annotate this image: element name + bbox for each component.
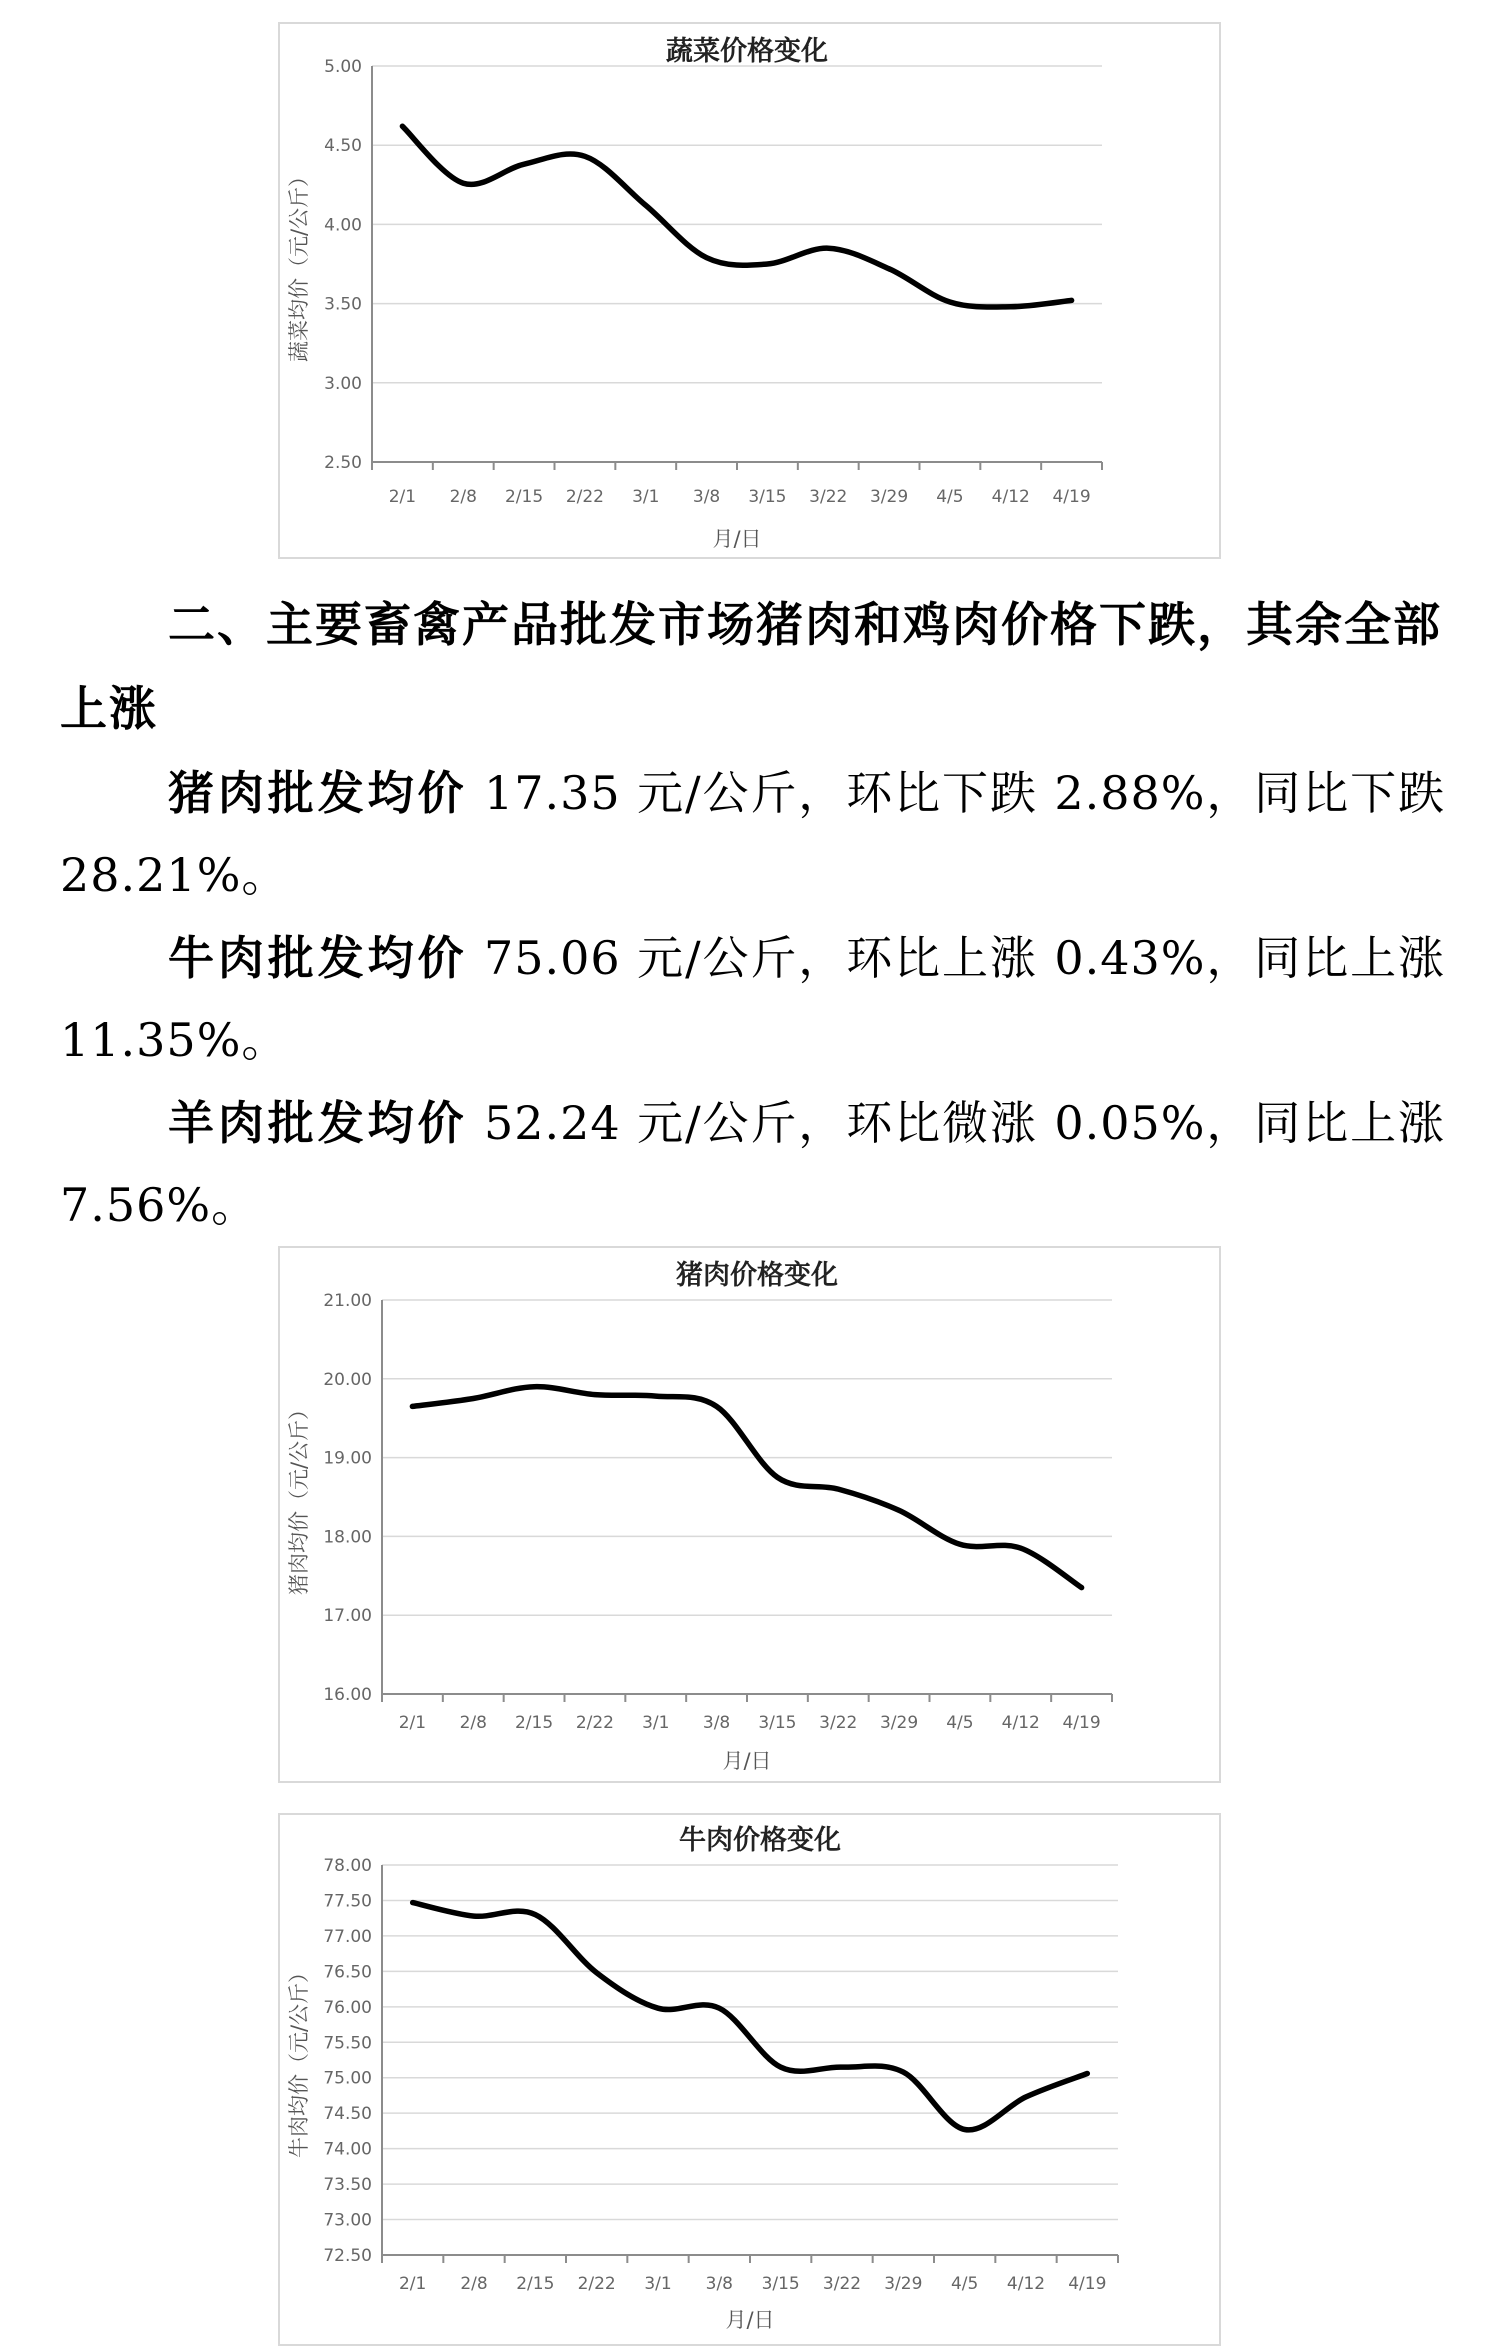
y-tick-label: 75.00 [323, 2068, 372, 2089]
y-tick-label: 17.00 [323, 1606, 372, 1627]
x-tick-label: 3/15 [748, 487, 787, 507]
x-tick-label: 3/1 [632, 487, 660, 507]
beef-paragraph-text: 75.06 元/公斤，环比上涨 0.43%，同比上涨 11.35%。 [60, 931, 1446, 1067]
x-tick-label: 4/5 [946, 1713, 974, 1733]
x-tick-label: 4/19 [1062, 1713, 1101, 1733]
mutton-price-paragraph [60, 1082, 1445, 1246]
pork-paragraph-lead: 猪肉批发均价 [168, 766, 468, 820]
vegetable-price-chart-svg [280, 24, 1219, 557]
y-tick-label: 4.00 [324, 215, 362, 236]
x-tick-label: 4/12 [1001, 1713, 1040, 1733]
y-tick-label: 78.00 [323, 1856, 372, 1876]
x-tick-label: 3/22 [809, 487, 848, 507]
y-axis-title: 牛肉均价（元/公斤） [287, 1961, 311, 2159]
y-tick-label: 4.50 [324, 136, 362, 157]
vegetable-price-chart [278, 22, 1221, 559]
beef-paragraph-lead: 牛肉批发均价 [168, 931, 468, 985]
x-tick-label: 4/12 [1006, 2274, 1046, 2294]
x-tick-label: 3/1 [642, 1713, 670, 1733]
x-tick-label: 2/22 [565, 487, 605, 507]
y-axis-title: 猪肉均价（元/公斤） [287, 1398, 311, 1596]
beef-price-paragraph [60, 917, 1445, 1081]
mutton-paragraph-text: 52.24 元/公斤，环比微涨 0.05%，同比上涨 7.56%。 [60, 1096, 1446, 1232]
x-tick-label: 4/5 [950, 2274, 979, 2294]
section-heading: 二、主要畜禽产品批发市场猪肉和鸡肉价格下跌，其余全部上涨 [60, 598, 1442, 737]
y-tick-label: 3.00 [324, 373, 362, 394]
x-tick-label: 3/8 [705, 2274, 734, 2294]
x-tick-label: 3/29 [884, 2274, 923, 2294]
series-line [402, 126, 1071, 307]
y-tick-label: 77.50 [323, 1891, 372, 1912]
x-tick-label: 2/15 [514, 1713, 554, 1733]
y-tick-label: 76.00 [323, 1997, 372, 2018]
y-tick-label: 19.00 [323, 1448, 372, 1469]
x-tick-label: 2/8 [459, 1713, 487, 1733]
chart-title: 牛肉价格变化 [679, 1825, 841, 1856]
y-tick-label: 20.00 [323, 1369, 372, 1390]
x-tick-label: 2/1 [398, 1713, 427, 1733]
y-tick-label: 75.50 [323, 2033, 372, 2054]
x-axis-title: 月/日 [725, 2308, 775, 2332]
y-tick-label: 73.50 [323, 2175, 372, 2196]
x-tick-label: 3/8 [702, 1713, 731, 1733]
x-tick-label: 2/15 [504, 487, 544, 507]
x-tick-label: 2/8 [460, 2274, 488, 2294]
x-tick-label: 2/15 [516, 2274, 555, 2294]
series-line [412, 1387, 1081, 1588]
x-tick-label: 3/29 [869, 487, 909, 507]
x-tick-label: 2/1 [388, 487, 417, 507]
x-tick-label: 3/22 [822, 2274, 862, 2294]
x-tick-label: 4/12 [991, 487, 1030, 507]
y-tick-label: 16.00 [323, 1685, 372, 1705]
y-tick-label: 3.50 [324, 294, 362, 315]
x-tick-label: 2/1 [398, 2274, 427, 2294]
y-tick-label: 2.50 [324, 453, 362, 473]
beef-price-chart-svg [280, 1815, 1219, 2344]
pork-paragraph-text: 17.35 元/公斤，环比下跌 2.88%，同比下跌 28.21%。 [60, 766, 1446, 902]
chart-title: 猪肉价格变化 [676, 1260, 838, 1291]
y-tick-label: 76.50 [323, 1962, 372, 1983]
x-axis-title: 月/日 [722, 1749, 772, 1773]
x-tick-label: 2/22 [575, 1713, 615, 1733]
pork-price-chart-svg [280, 1248, 1219, 1781]
x-tick-label: 4/5 [936, 487, 964, 507]
y-tick-label: 74.50 [323, 2104, 372, 2125]
x-tick-label: 3/29 [879, 1713, 919, 1733]
x-axis-title: 月/日 [712, 527, 762, 551]
y-axis-title: 蔬菜均价（元/公斤） [287, 165, 311, 363]
y-tick-label: 21.00 [323, 1291, 372, 1311]
x-tick-label: 3/15 [758, 1713, 797, 1733]
y-tick-label: 74.00 [323, 2139, 372, 2160]
y-tick-label: 5.00 [324, 57, 362, 77]
x-tick-label: 3/1 [644, 2274, 672, 2294]
x-tick-label: 4/19 [1068, 2274, 1107, 2294]
mutton-paragraph-lead: 羊肉批发均价 [168, 1096, 468, 1150]
y-tick-label: 77.00 [323, 1926, 372, 1947]
y-tick-label: 72.50 [323, 2246, 372, 2266]
pork-price-paragraph [60, 752, 1445, 916]
beef-price-chart [278, 1813, 1221, 2346]
y-tick-label: 73.00 [323, 2210, 372, 2231]
x-tick-label: 2/8 [449, 487, 477, 507]
pork-price-chart [278, 1246, 1221, 1783]
x-tick-label: 3/22 [819, 1713, 858, 1733]
x-tick-label: 4/19 [1052, 487, 1091, 507]
x-tick-label: 3/15 [761, 2274, 800, 2294]
series-line [413, 1903, 1088, 2130]
x-tick-label: 2/22 [577, 2274, 616, 2294]
y-tick-label: 18.00 [323, 1527, 372, 1548]
chart-title: 蔬菜价格变化 [666, 36, 828, 67]
x-tick-label: 3/8 [692, 487, 721, 507]
